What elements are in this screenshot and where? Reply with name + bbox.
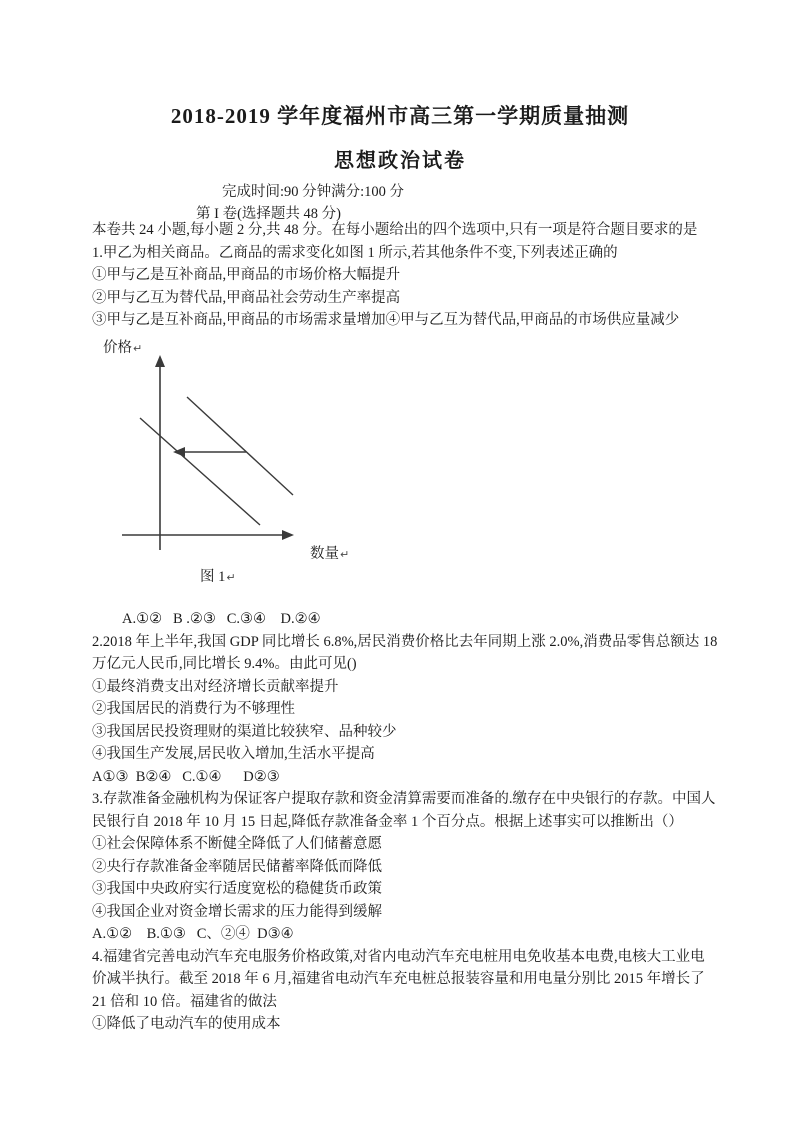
text-line: ③我国中央政府实行适度宽松的稳健货币政策	[92, 881, 382, 897]
exam-subtitle: 思想政治试卷	[334, 150, 466, 172]
text-line: ②央行存款准备金率随居民储蓄率降低而降低	[92, 858, 382, 875]
text-line: A.①② B.①③ C、②④ D③④	[92, 926, 294, 942]
text-line: 1.甲乙为相关商品。乙商品的需求变化如图 1 所示,若其他条件不变,下列表述正确的	[92, 244, 618, 261]
price-axis-label: 价格↵	[103, 340, 143, 356]
body-before-figure	[92, 219, 720, 332]
section-heading: 第 I 卷(选择题共 48 分)	[196, 206, 341, 222]
text-line: ①最终消费支出对经济增长贡献率提升	[92, 678, 339, 695]
figure-1	[95, 336, 435, 591]
demand-shift-diagram	[95, 350, 305, 555]
text-line: ③我国居民投资理财的渠道比较狭窄、品种较少	[92, 723, 397, 740]
time-score-line: 完成时间:90 分钟满分:100 分	[222, 184, 405, 200]
text-line: A①③ B②④ C.①④ D②③	[92, 768, 280, 785]
text-line: 价减半执行。截至 2018 年 6 月,福建省电动汽车充电桩总报装容量和用电量分别比 2015 年增长了	[92, 971, 705, 987]
text-line: ②我国居民的消费行为不够理性	[92, 701, 295, 717]
text-line: ①甲与乙是互补商品,甲商品的市场价格大幅提升	[92, 267, 401, 283]
x-axis-arrowhead	[282, 530, 294, 540]
text-line: ②甲与乙互为替代品,甲商品社会劳动生产率提高	[92, 289, 401, 306]
demand-line-old	[187, 397, 293, 495]
text-line: 4.福建省完善电动汽车充电服务价格政策,对省内电动汽车充电桩用电免收基本电费,电核大工业电	[92, 948, 705, 965]
body-after-figure	[92, 608, 720, 1036]
exam-title: 2018-2019 学年度福州市高三第一学期质量抽测	[170, 104, 630, 128]
text-line: A.①② B .②③ C.③④ D.②④	[122, 611, 321, 627]
paragraph-return-icon: ↵	[133, 342, 143, 355]
paragraph-return-icon: ↵	[226, 571, 236, 584]
quantity-axis-label: 数量↵	[310, 546, 350, 562]
text-line: ①社会保障体系不断健全降低了人们储蓄意愿	[92, 836, 382, 852]
text-line: 21 倍和 10 倍。福建省的做法	[92, 993, 277, 1010]
text-line: ④我国生产发展,居民收入增加,生活水平提高	[92, 746, 375, 762]
paragraph-return-icon: ↵	[340, 548, 350, 561]
text-line: 万亿元人民币,同比增长 9.4%。由此可见()	[92, 656, 357, 672]
text-line: ③甲与乙是互补商品,甲商品的市场需求量增加④甲与乙互为替代品,甲商品的市场供应量减少	[92, 312, 680, 328]
text-line: ④我国企业对资金增长需求的压力能得到缓解	[92, 903, 382, 920]
text-line: 3.存款准备金融机构为保证客户提取存款和资金清算需要而准备的.缴存在中央银行的存款。中国人	[92, 791, 716, 807]
demand-line-new	[140, 418, 260, 525]
figure-caption: 图 1↵	[200, 569, 236, 585]
text-line: 民银行自 2018 年 10 月 15 日起,降低存款准备金率 1 个百分点。根据上述事实可以推断出（）	[92, 813, 683, 830]
text-line: 本卷共 24 小题,每小题 2 分,共 48 分。在每小题给出的四个选项中,只有一项是符合题目要求的是	[92, 222, 698, 238]
text-line: 2.2018 年上半年,我国 GDP 同比增长 6.8%,居民消费价格比去年同期上涨 2.0%,消费品零售总额达 18	[92, 633, 718, 650]
y-axis-arrowhead	[155, 355, 165, 367]
text-line: ①降低了电动汽车的使用成本	[92, 1016, 281, 1032]
